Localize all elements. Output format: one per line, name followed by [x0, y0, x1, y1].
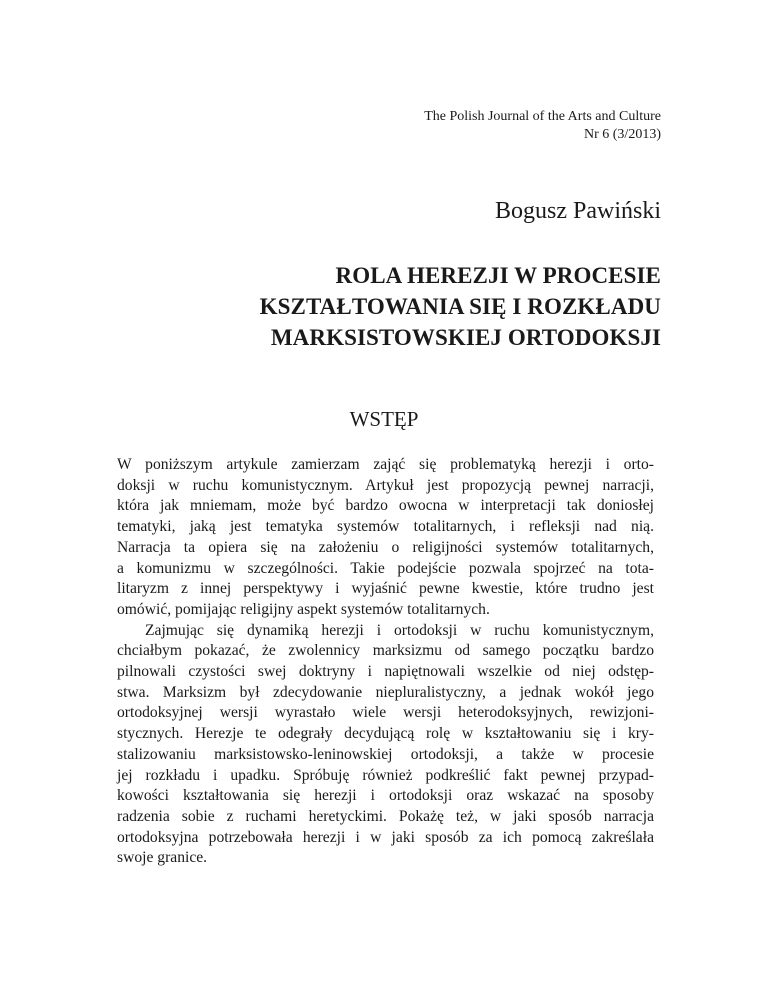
- text-line: stycznych. Herezje te odegrały decydującą rolę w kształtowaniu się i kry-: [117, 725, 654, 743]
- text-line: ortodoksyjna potrzebowała herezji i w jaki sposób za ich pomocą zakreślała: [117, 828, 654, 846]
- text-line: W poniższym artykule zamierzam zająć się problematyką herezji i orto-: [117, 456, 654, 473]
- text-line: pilnowali czystości swej doktryny i napiętnowali wszelkie od niej odstęp-: [117, 663, 654, 681]
- text-line: jej rozkładu i upadku. Spróbuję również podkreślić fakt pewnej przypad-: [117, 766, 654, 784]
- text-line: stwa. Marksizm był zdecydowanie niepluralistyczny, a jednak wokół jego: [117, 683, 654, 701]
- text-line: stalizowaniu marksistowsko-leninowskiej ortodoksji, a także w procesie: [117, 745, 654, 763]
- author-name: Bogusz Pawiński: [494, 198, 661, 224]
- text-line: radzenia sobie z ruchami heretyckimi. Pokażę też, w jaki sposób narracja: [117, 807, 654, 825]
- text-line: doksji w ruchu komunistycznym. Artykuł jest propozycją pewnej narracji,: [117, 476, 654, 494]
- text-line: która jak mniemam, może być bardzo owocna w interpretacji tak doniosłej: [117, 497, 654, 515]
- title-line: KSZTAŁTOWANIA SIĘ I ROZKŁADU: [259, 294, 661, 319]
- text-line: litaryzm z innej perspektywy i wyjaśnić pewne kwestie, które trudno jest: [117, 580, 654, 598]
- text-line: omówić, pomijając religijny aspekt systemów totalitarnych.: [117, 600, 490, 618]
- text-line: swoje granice.: [117, 849, 208, 867]
- text-line: ortodoksyjnej wersji wyrastało wiele wersji heterodoksyjnych, rewizjoni-: [117, 704, 654, 722]
- text-line: kowości kształtowania się herezji i ortodoksji oraz wskazać na sposoby: [117, 787, 654, 805]
- body-text: [117, 455, 654, 869]
- journal-name: The Polish Journal of the Arts and Culture: [424, 109, 661, 124]
- title-line: ROLA HEREZJI W PROCESIE: [335, 263, 661, 288]
- section-heading: WSTĘP: [349, 407, 419, 431]
- text-line: Narracja ta opiera się na założeniu o religijności systemów totalitarnych,: [117, 538, 654, 556]
- article-title: [101, 260, 661, 353]
- text-line: tematyki, jaką jest tematyka systemów totalitarnych, i refleksji nad nią.: [117, 518, 654, 536]
- text-line: chciałbym pokazać, że zwolennicy marksizmu od samego początku bardzo: [117, 642, 654, 660]
- title-line: MARKSISTOWSKIEJ ORTODOKSJI: [270, 325, 661, 350]
- paragraph-2: [117, 621, 654, 869]
- journal-issue: Nr 6 (3/2013): [584, 127, 661, 142]
- text-line: Zajmując się dynamiką herezji i ortodoksji w ruchu komunistycznym,: [145, 621, 654, 639]
- text-line: a komunizmu w szczególności. Takie podejście pozwala spojrzeć na tota-: [117, 559, 654, 577]
- paragraph-1: [117, 455, 654, 621]
- journal-header: [424, 108, 661, 144]
